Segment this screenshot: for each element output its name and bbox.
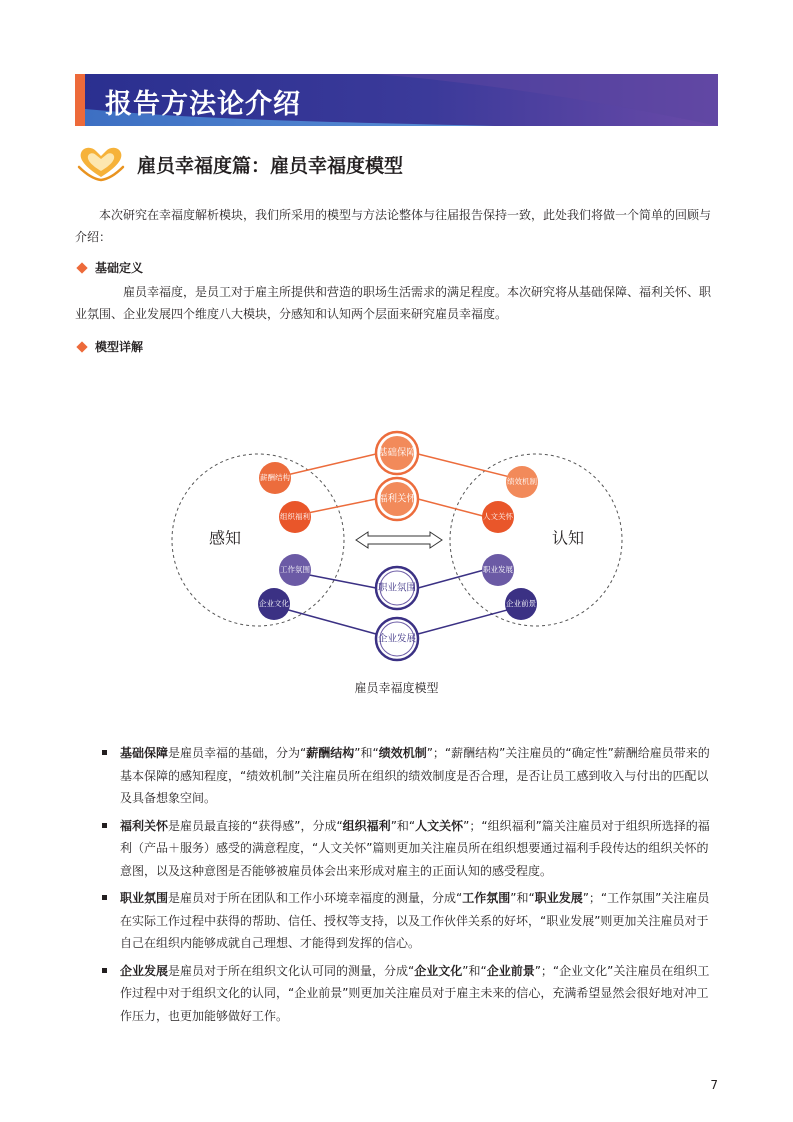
node-label: 企业文化: [259, 599, 289, 608]
bullet-keyword: 工作氛围: [462, 891, 511, 905]
bullet-term: 基础保障: [120, 746, 169, 760]
right-node-humanity: [482, 501, 514, 533]
right-node-prospects: [505, 588, 537, 620]
bullet-text: 是雇员幸福的基础，分为“: [168, 746, 307, 760]
bullet-text: 是雇员对于所在团队和工作小环境幸福度的测量，分成“: [168, 891, 463, 905]
node-label: 绩效机制: [507, 477, 537, 486]
right-node-performance: [506, 466, 538, 498]
bullet-keyword: 绩效机制: [378, 746, 427, 760]
right-node-career: [482, 554, 514, 586]
node-label: 组织福利: [280, 512, 310, 521]
center-label: 基础保障: [377, 447, 417, 459]
center-node-development: [376, 618, 418, 660]
bullet-text: ”；“薪酬结构”关注雇员的“确定性”薪酬给雇员带来的基本保障的感知程度，“绩效机制”关注雇员所在组织的绩效制度是否合理，是否让员工感到收入与付出的匹配以及具备想象空间。: [120, 746, 710, 805]
bullet-keyword: 企业文化: [414, 963, 463, 978]
heart-hands-icon: [75, 143, 127, 183]
square-bullet-icon: [102, 750, 107, 755]
bullet-keyword: 职业发展: [534, 891, 583, 905]
bullet-term: 企业发展: [120, 963, 169, 978]
node-label: 工作氛围: [280, 565, 310, 574]
left-node-salary: [259, 462, 291, 494]
bullet-text: ”；“工作氛围”关注雇员在实际工作过程中获得的帮助、信任、授权等支持，以及工作伙伴关系的好坏，“职业发展”则更加关注雇员对于自己在组织内能够成就自己理想、才能得到发挥的信心。: [120, 891, 710, 950]
bullet-item-welfare: [102, 815, 720, 883]
section-title: 雇员幸福度篇：雇员幸福度模型: [137, 155, 404, 177]
center-label: 企业发展: [377, 633, 417, 645]
node-label: 薪酬结构: [260, 473, 290, 482]
double-arrow-icon: [356, 532, 442, 548]
model-heading-label: 模型详解: [95, 340, 144, 354]
node-label: 人文关怀: [483, 512, 513, 521]
left-node-culture: [258, 588, 290, 620]
bullet-keyword: 企业前景: [486, 963, 535, 978]
happiness-model-diagram: [170, 420, 630, 670]
page-title: 报告方法论介绍: [105, 89, 301, 120]
diamond-bullet-icon: [76, 341, 87, 352]
bullet-term: 职业氛围: [120, 891, 169, 905]
center-node-atmosphere: [376, 567, 418, 609]
center-node-welfare: [376, 478, 418, 520]
node-label: 企业前景: [506, 599, 536, 608]
definition-heading: [75, 259, 143, 277]
node-label: 职业发展: [483, 565, 513, 574]
section-header: [75, 143, 715, 183]
intro-paragraph: 本次研究在幸福度解析模块，我们所采用的模型与方法论整体与往届报告保持一致，此处我们将做一个简单的回顾与介绍：: [75, 208, 712, 244]
bullet-text: 是雇员对于所在组织文化认可同的测量，分成“: [168, 963, 415, 978]
bullet-keyword: 人文关怀: [415, 818, 464, 833]
bullet-item-basic: [102, 742, 720, 810]
bullet-text: ”；“组织福利”篇关注雇员对于组织所选择的福利（产品＋服务）感受的满意程度，“人文关怀”篇则更加关注雇员所在组织想要通过福利手段传达的组织关怀的意图，以及这种意图是否能够被雇员体会出来形成对雇主的正面认知的感受程度。: [120, 818, 710, 878]
perception-label: 感知: [208, 528, 242, 548]
link-line: [418, 570, 484, 588]
perception-circle: [172, 454, 344, 626]
center-label: 福利关怀: [377, 493, 417, 505]
left-node-org-welfare: [279, 501, 311, 533]
bullet-keyword: 薪酬结构: [306, 746, 355, 760]
bullet-list: [102, 742, 720, 1032]
bullet-term: 福利关怀: [120, 818, 169, 833]
bullet-keyword: 组织福利: [342, 818, 391, 833]
left-node-work-atmosphere: [279, 554, 311, 586]
square-bullet-icon: [102, 895, 107, 900]
square-bullet-icon: [102, 968, 107, 973]
model-diagram-svg: [170, 420, 630, 670]
bullet-item-atmosphere: [102, 887, 720, 955]
center-label: 职业氛围: [377, 582, 417, 594]
bullet-text: ”；“企业文化”关注雇员在组织工作过程中对于组织文化的认同，“企业前景”则更加关注雇员对于雇主未来的信心，充满希望显然会很好地对冲工作压力，也更加能够做好工作。: [120, 963, 710, 1023]
bullet-text: ”和“: [390, 818, 416, 833]
link-line: [418, 499, 483, 516]
center-node-basic: [376, 432, 418, 474]
model-heading: [75, 338, 143, 356]
header-banner: [75, 74, 718, 126]
page-number: 7: [710, 1078, 718, 1092]
diagram-caption: 雇员幸福度模型: [354, 681, 439, 695]
bullet-text: 是雇员最直接的“获得感”，分成“: [168, 818, 343, 833]
definition-paragraph: 雇员幸福度，是员工对于雇主所提供和营造的职场生活需求的满足程度。本次研究将从基础保障、福利关怀、职业氛围、企业发展四个维度八大模块，分感知和认知两个层面来研究雇员幸福度。: [75, 285, 712, 321]
diamond-bullet-icon: [76, 262, 87, 273]
cognition-label: 认知: [551, 528, 585, 548]
bullet-text: ”和“: [462, 963, 487, 978]
bullet-item-development: [102, 960, 720, 1028]
bullet-text: ”和“: [510, 891, 535, 905]
definition-heading-label: 基础定义: [95, 261, 144, 275]
square-bullet-icon: [102, 823, 107, 828]
bullet-text: ”和“: [354, 746, 379, 760]
